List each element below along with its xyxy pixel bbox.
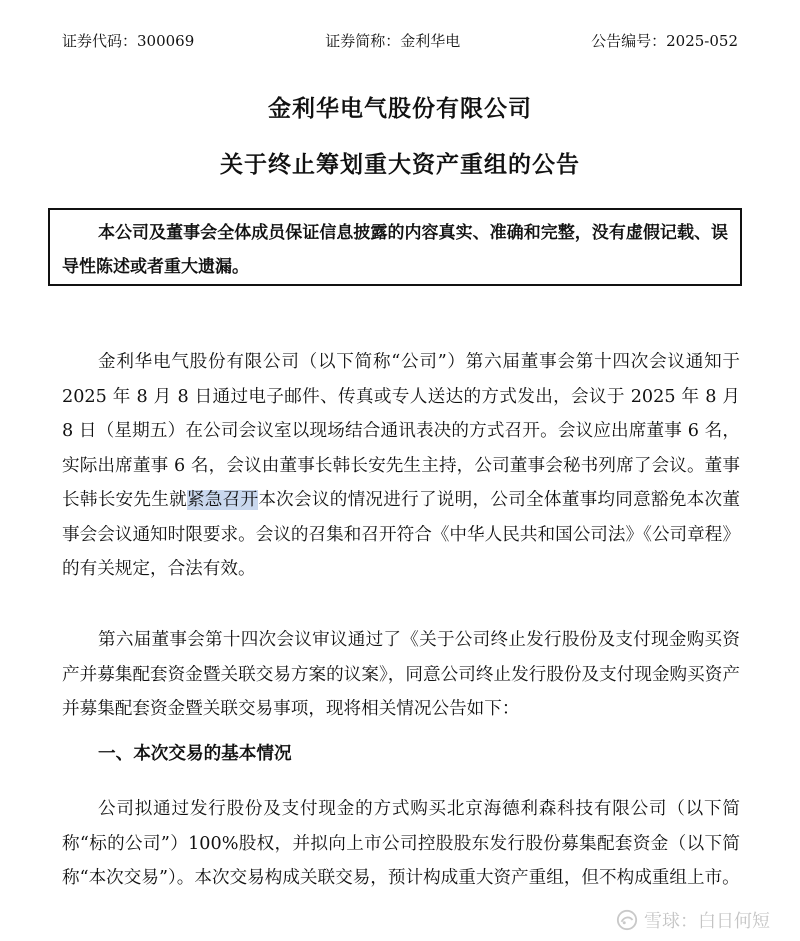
paragraph-transaction: 公司拟通过发行股份及支付现金的方式购买北京海德利森科技有限公司（以下简称“标的公司”）100%股权，并拟向上市公司控股股东发行股份募集配套资金（以下简称“本次交易”）。本次交易构成关联交易，预计构成重大资产重组，但不构成重组上市。	[62, 799, 740, 888]
section-heading-basic-info: 一、本次交易的基本情况	[98, 744, 292, 764]
highlighted-text[interactable]: 紧急召开	[186, 490, 259, 510]
paragraph-meeting-info	[62, 345, 740, 587]
announcement-number: 公告编号：2025-052	[591, 32, 738, 50]
snowball-logo-icon	[616, 909, 638, 931]
company-title: 金利华电气股份有限公司	[268, 96, 532, 122]
disclosure-notice-box: 本公司及董事会全体成员保证信息披露的内容真实、准确和完整，没有虚假记载、误导性陈述或者重大遗漏。	[48, 208, 742, 286]
paragraph-text: 本次会议的情况进行了说明，公司全体董事均同意豁免本次董事会会议通知时限要求。会议的召集和召开符合《中华人民共和国公司法》《公司章程》的有关规定，合法有效。	[62, 490, 740, 579]
document-header	[62, 30, 738, 51]
paragraph-resolution: 第六届董事会第十四次会议审议通过了《关于公司终止发行股份及支付现金购买资产并募集配套资金暨关联交易方案的议案》，同意公司终止发行股份及支付现金购买资产并募集配套资金暨关联交易事项，现将相关情况公告如下：	[62, 630, 740, 719]
stock-abbreviation: 证券简称：金利华电	[325, 32, 461, 50]
announcement-title: 关于终止筹划重大资产重组的公告	[220, 152, 580, 178]
watermark-text: 雪球：白日何短	[644, 911, 770, 932]
stock-code: 证券代码：300069	[62, 32, 195, 50]
paragraph-text: 金利华电气股份有限公司（以下简称“公司”）第六届董事会第十四次会议通知于 2025 年 8 月 8 日通过电子邮件、传真或专人送达的方式发出，会议于 2025 年 8 月 8 日（星期五）在公司会议室以现场结合通讯表决的方式召开。会议应出席董事 6 名，实际出席董事 6 名，会议由董事长韩长安先生主持，公司董事会秘书列席了会议。董事长韩长安先生就	[62, 352, 740, 510]
watermark	[616, 907, 770, 933]
